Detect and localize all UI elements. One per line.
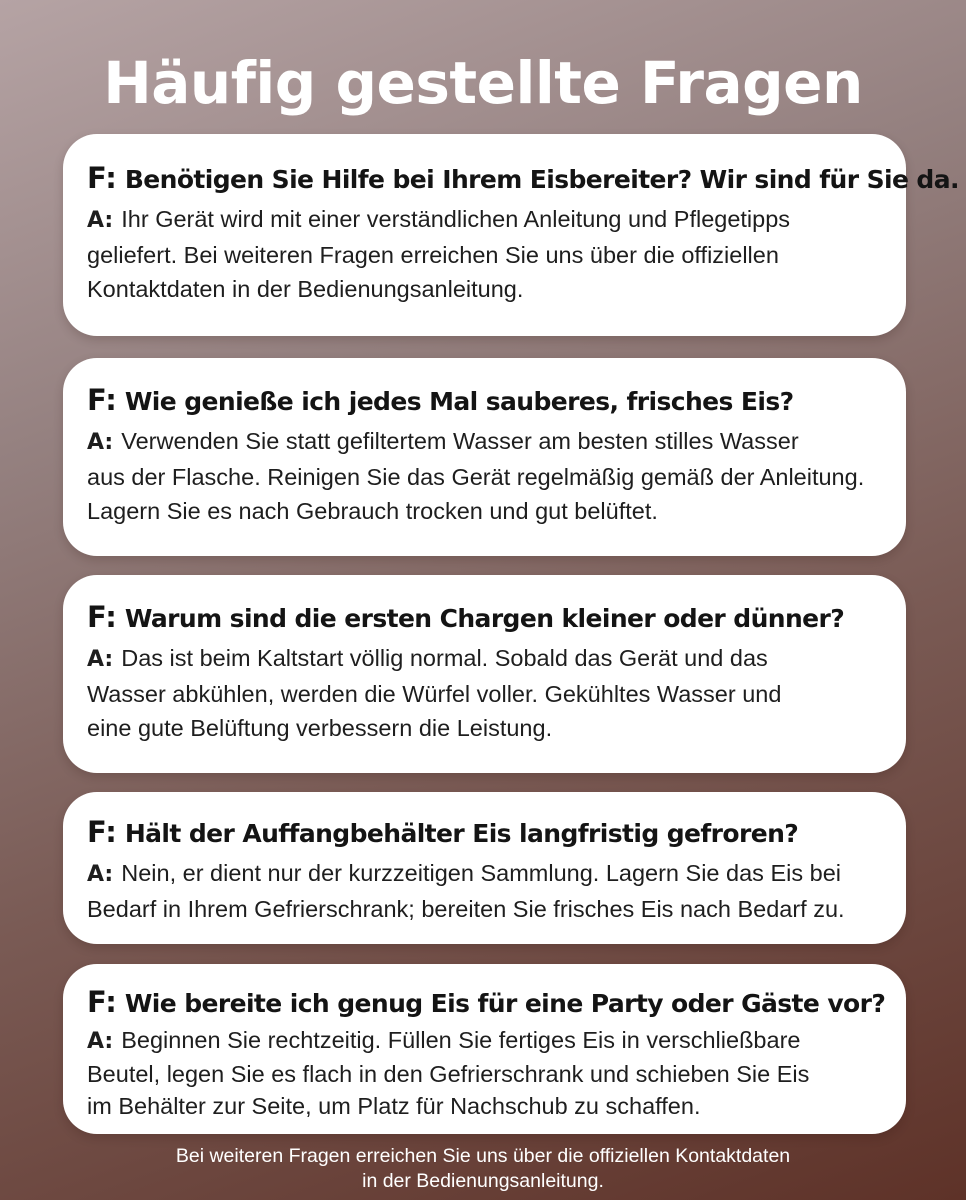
page-title: Häufig gestellte Fragen [103,49,863,117]
answer-line: aus der Flasche. Reinigen Sie das Gerät regelmäßig gemäß der Anleitung. [87,464,865,490]
faq-question [87,814,886,852]
answer-prefix: A: [87,1029,114,1054]
question-prefix: F: [87,815,117,849]
question-text: Hält der Auffangbehälter Eis langfristig gefroren? [124,819,799,848]
faq-card [63,575,906,773]
faq-card [63,792,906,944]
answer-prefix: A: [87,430,114,455]
footer-line: in der Bedienungsanleitung. [362,1170,604,1192]
question-text: Wie genieße ich jedes Mal sauberes, frisches Eis? [124,387,794,416]
answer-line: geliefert. Bei weiteren Fragen erreichen Sie uns über die offiziellen [87,242,779,268]
answer-line: Verwenden Sie statt gefiltertem Wasser am besten stilles Wasser [121,428,799,454]
answer-line: Beginnen Sie rechtzeitig. Füllen Sie fertiges Eis in verschließbare [121,1027,801,1053]
faq-answer [87,424,886,528]
faq-question [87,599,886,637]
answer-line: Bedarf in Ihrem Gefrierschrank; bereiten Sie frisches Eis nach Bedarf zu. [87,896,845,922]
answer-line: Beutel, legen Sie es flach in den Gefrierschrank und schieben Sie Eis [87,1061,810,1087]
answer-line: Kontaktdaten in der Bedienungsanleitung. [87,276,524,302]
answer-prefix: A: [87,647,114,672]
answer-line: Wasser abkühlen, werden die Würfel voller. Gekühltes Wasser und [87,681,782,707]
answer-line: eine gute Belüftung verbessern die Leistung. [87,715,553,741]
question-prefix: F: [87,600,117,634]
answer-line: Ihr Gerät wird mit einer verständlichen Anleitung und Pflegetipps [121,206,791,232]
answer-prefix: A: [87,862,114,887]
faq-answer [87,641,886,745]
faq-card [63,358,906,556]
answer-line: Das ist beim Kaltstart völlig normal. Sobald das Gerät und das [121,645,768,671]
footer-note [0,1144,966,1194]
faq-card [63,964,906,1134]
answer-prefix: A: [87,208,114,233]
faq-answer [87,1024,886,1122]
faq-answer [87,856,886,926]
faq-question [87,160,959,198]
faq-card [63,134,959,336]
answer-line: Lagern Sie es nach Gebrauch trocken und gut belüftet. [87,498,658,524]
question-prefix: F: [87,383,117,417]
faq-answer [87,202,886,306]
answer-line: im Behälter zur Seite, um Platz für Nachschub zu schaffen. [87,1093,701,1119]
question-text: Wie bereite ich genug Eis für eine Party oder Gäste vor? [124,989,886,1018]
question-prefix: F: [87,985,117,1019]
faq-question [87,984,886,1022]
question-prefix: F: [87,161,117,195]
answer-line: Nein, er dient nur der kurzzeitigen Sammlung. Lagern Sie das Eis bei [121,860,841,886]
question-text: Benötigen Sie Hilfe bei Ihrem Eisbereiter? Wir sind für Sie da. [124,165,959,194]
question-text: Warum sind die ersten Chargen kleiner oder dünner? [124,604,845,633]
faq-question [87,382,886,420]
footer-line: Bei weiteren Fragen erreichen Sie uns über die offiziellen Kontaktdaten [175,1145,791,1167]
